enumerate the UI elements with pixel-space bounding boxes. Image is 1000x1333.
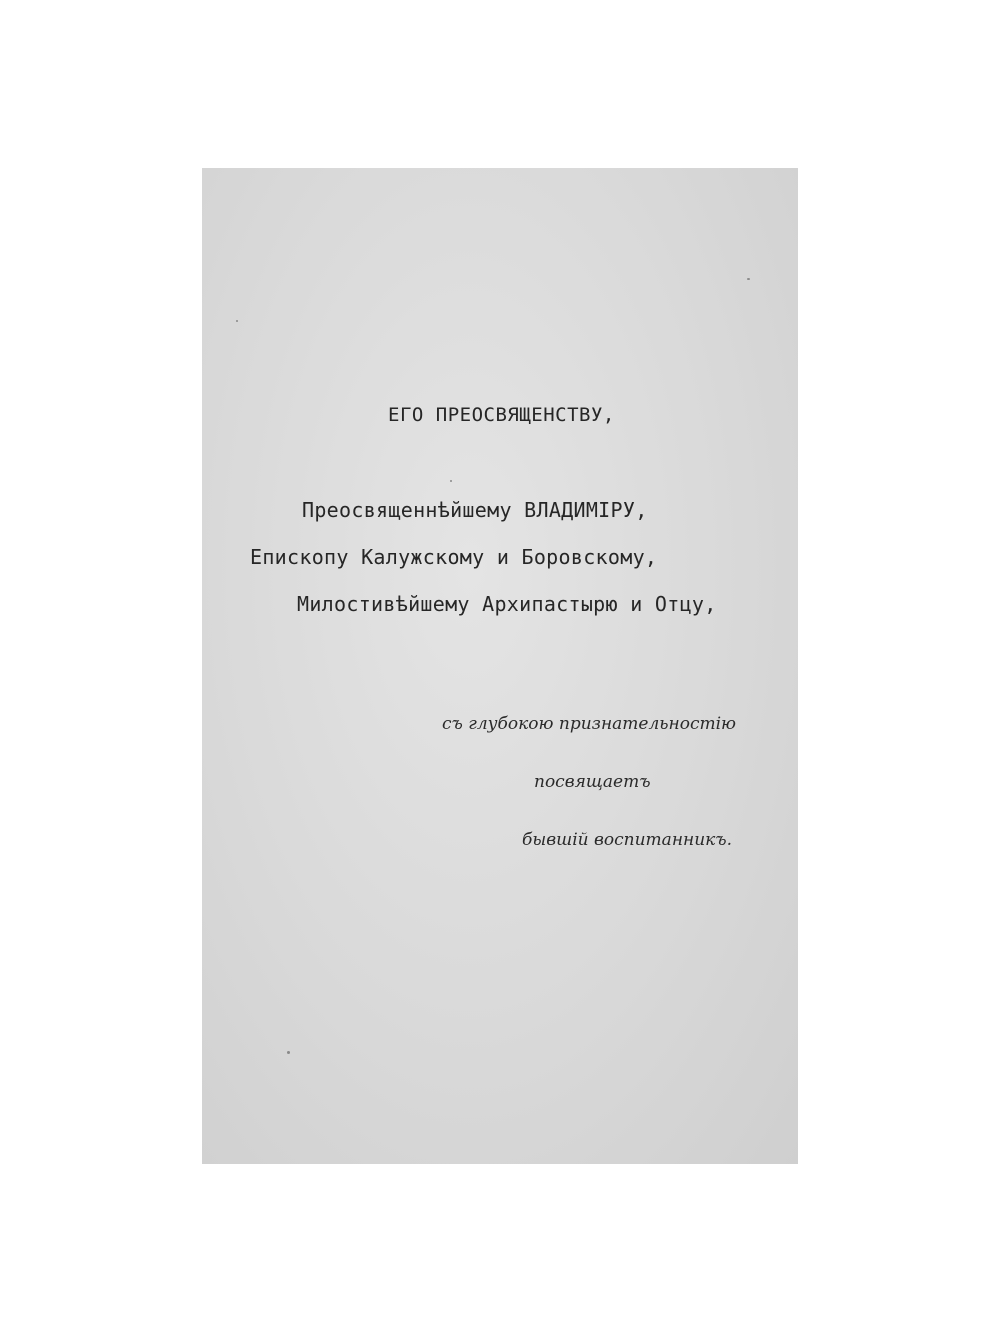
dedication-closing-line-3: бывшій воспитанникъ.: [522, 830, 733, 850]
dedication-address-line-3: Милостивѣйшему Архипастырю и Отцу,: [297, 592, 717, 616]
dedication-address-line-2: Епископу Калужскому и Боровскому,: [250, 545, 658, 569]
book-page: [202, 168, 798, 1164]
paper-speck: [747, 278, 750, 280]
paper-speck: [450, 480, 452, 482]
dedication-closing-line-1: съ глубокою признательностію: [442, 714, 737, 734]
paper-speck: [287, 1051, 290, 1054]
dedication-closing-line-2: посвящаетъ: [534, 772, 651, 792]
dedication-address-line-1: Преосвященнѣйшему ВЛАДИМІРУ,: [302, 498, 648, 522]
dedication-heading: ЕГО ПРЕОСВЯЩЕНСТВУ,: [388, 404, 615, 426]
paper-speck: [236, 320, 238, 322]
